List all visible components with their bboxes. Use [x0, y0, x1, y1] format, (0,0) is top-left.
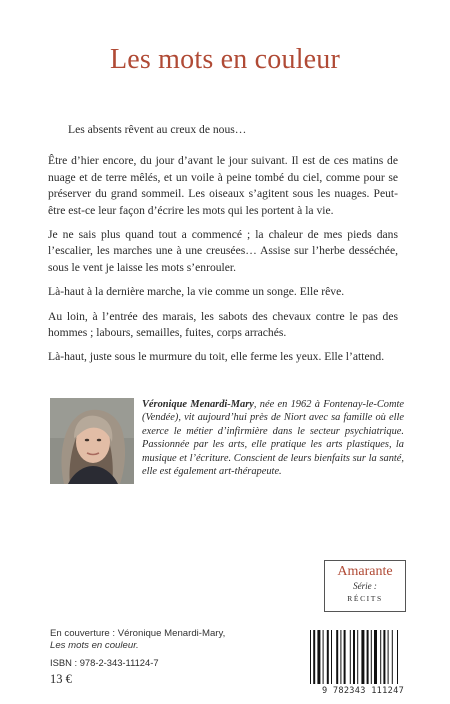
barcode-bar	[383, 630, 385, 684]
barcode-bar	[323, 630, 324, 684]
barcode	[306, 628, 418, 690]
collection-box	[324, 560, 406, 612]
barcode-bar	[371, 630, 372, 684]
blurb-paragraph-1: Être d’hier encore, du jour d’avant le jour suivant. Il est de ces matins de nuage et de terre mêlés, et un voile à peine tombé du ciel, comme pour se préserver du grand sommeil. Les oiseaux s’agitent sous les nuages. Peut-être est-ce leur façon d’écrire les mots qui les portent à la vie.	[48, 154, 398, 217]
barcode-bar	[357, 630, 358, 684]
barcode-bar	[313, 630, 315, 684]
cover-credits	[50, 628, 225, 652]
barcode-bar	[367, 630, 369, 684]
price: 13 €	[50, 672, 72, 686]
barcode-bar	[350, 630, 351, 684]
book-title: Les mots en couleur	[109, 44, 341, 75]
barcode-bar	[331, 630, 332, 684]
blurb-paragraph-2: Je ne sais plus quand tout a commencé ; la chaleur de mes pieds dans l’escalier, les marches une à une creusées… Assise sur l’herbe desséchée, sous le vent je laisse les mots s’enrouler.	[48, 228, 398, 274]
barcode-bar	[310, 630, 311, 684]
collection-series-label: Série :	[353, 581, 377, 591]
collection-genre: RÉCITS	[347, 594, 383, 603]
barcode-bar	[336, 630, 338, 684]
barcode-bar	[344, 630, 346, 684]
barcode-bar	[380, 630, 381, 684]
cover-credit-line: En couverture : Véronique Menardi-Mary,	[50, 628, 226, 639]
author-photo	[50, 398, 134, 484]
isbn: ISBN : 978-2-343-11124-7	[50, 657, 159, 668]
barcode-bar	[388, 630, 389, 684]
blurb-paragraph-3: Là-haut à la dernière marche, la vie comme un songe. Elle rêve.	[48, 285, 345, 299]
barcode-bar	[353, 630, 355, 684]
blurb-epigraph: Les absents rêvent au creux de nous…	[68, 123, 247, 136]
author-name: Véronique Menardi-Mary	[142, 399, 254, 410]
collection-name: Amarante	[337, 564, 393, 579]
cover-credit-title: Les mots en couleur.	[50, 640, 139, 651]
barcode-bar	[392, 630, 393, 684]
author-bio	[142, 398, 404, 478]
barcode-bar	[317, 630, 320, 684]
blurb	[48, 122, 398, 374]
barcode-bar	[327, 630, 329, 684]
barcode-bar	[374, 630, 377, 684]
author-bio-text: , née en 1962 à Fontenay-le-Comte (Vendée), vit aujourd’hui près de Niort avec sa famille où elle exerce le métier d’infirmière dans le secteur psychiatrique. Passionnée par les arts, elle pratique les arts plastiques, la musique et l’écriture. Conscient de leurs bienfaits sur la santé, elle est également art-thérapeute.	[142, 399, 405, 478]
blurb-paragraph-5: Là-haut, juste sous le murmure du toit, elle ferme les yeux. Elle l’attend.	[48, 350, 385, 364]
barcode-bar	[340, 630, 341, 684]
barcode-digits: 9 782343 111247	[321, 686, 405, 696]
blurb-paragraph-4: Au loin, à l’entrée des marais, les sabots des chevaux contre le pas des hommes ; labours, semailles, fuites, corps arrachés.	[48, 309, 398, 340]
barcode-bar	[397, 630, 398, 684]
barcode-bar	[361, 630, 364, 684]
